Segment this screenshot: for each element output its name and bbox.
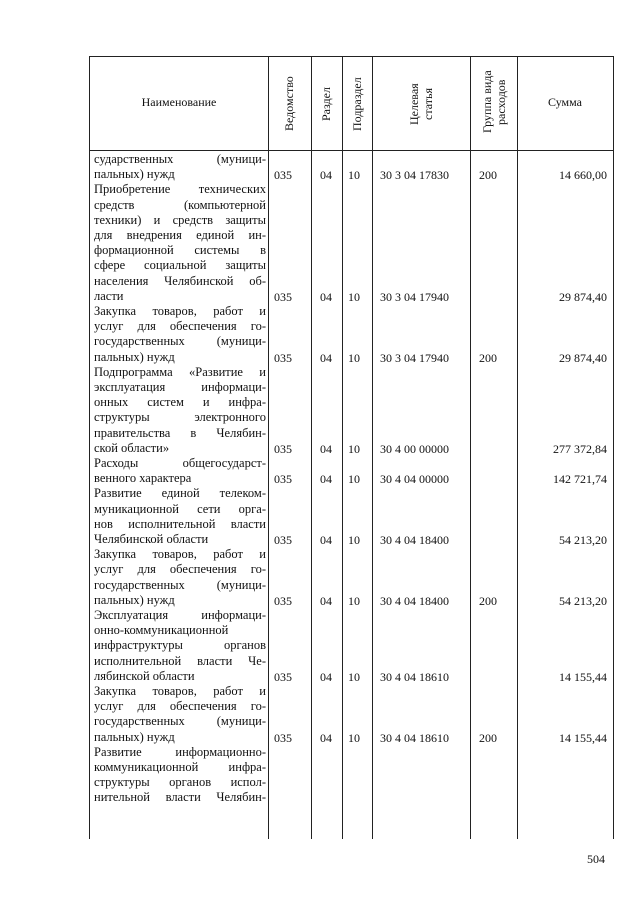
- cell-podrazdel: 10: [348, 289, 360, 304]
- name-line: структуры электронного: [94, 410, 266, 425]
- name-line: Закупка товаров, работ и: [94, 547, 266, 562]
- name-line: формационной системы в: [94, 243, 266, 258]
- name-line: услуг для обеспечения го-: [94, 699, 266, 714]
- name-line: пальных) нужд: [94, 349, 175, 364]
- name-line: Закупка товаров, работ и: [94, 304, 266, 318]
- cell-gruppa-vida: 200: [479, 730, 497, 745]
- header-podrazdel: Подраздел: [350, 77, 364, 131]
- name-line: Приобретение технических: [94, 182, 266, 197]
- name-line: венного характера: [94, 471, 192, 486]
- name-line: исполнительной власти Че-: [94, 653, 266, 668]
- cell-podrazdel: 10: [348, 441, 360, 456]
- cell-tselevaya-statya: 30 4 04 18400: [380, 533, 449, 547]
- header-vedomstvo: Ведомство: [282, 76, 296, 132]
- name-line: эксплуатация информаци-: [94, 380, 266, 394]
- name-line: услуг для обеспечения го-: [94, 319, 266, 334]
- name-line: лябинской области: [94, 668, 195, 683]
- header-divider: [90, 150, 613, 151]
- name-line: для внедрения единой ин-: [94, 228, 266, 242]
- name-line: государственных (муници-: [94, 714, 266, 729]
- cell-tselevaya-statya: 30 3 04 17940: [380, 350, 449, 365]
- name-line: нов исполнительной власти: [94, 516, 266, 531]
- header-tselevaya-line2: статья: [421, 88, 435, 120]
- name-line: онно-коммуникационной: [94, 623, 229, 638]
- cell-gruppa-vida: 200: [479, 593, 497, 608]
- cell-podrazdel: 10: [348, 593, 360, 608]
- cell-podrazdel: 10: [348, 730, 360, 745]
- cell-tselevaya-statya: 30 4 04 18610: [380, 730, 449, 745]
- cell-tselevaya-statya: 30 4 00 00000: [380, 441, 449, 456]
- cell-vedomstvo: 035: [274, 472, 292, 487]
- cell-tselevaya-statya: 30 4 04 18610: [380, 669, 449, 684]
- cell-razdel: 04: [320, 669, 332, 684]
- cell-summa: 14 155,44: [559, 669, 607, 684]
- name-line: Подпрограмма «Развитие и: [94, 364, 266, 379]
- name-line: пальных) нужд: [94, 592, 175, 607]
- page-number: 504: [587, 852, 605, 866]
- name-line: ласти: [94, 288, 124, 303]
- budget-table: [89, 56, 614, 839]
- name-line: пальных) нужд: [94, 729, 175, 744]
- header-name: Наименование: [141, 95, 217, 109]
- name-line: сфере социальной защиты: [94, 258, 266, 273]
- name-line: сударственных (муници-: [94, 152, 266, 166]
- cell-razdel: 04: [320, 730, 332, 745]
- name-line: Развитие единой телеком-: [94, 486, 266, 501]
- name-line: Эксплуатация информаци-: [94, 608, 266, 622]
- header-razdel: Раздел: [319, 87, 333, 121]
- name-line: структуры органов испол-: [94, 775, 266, 790]
- cell-summa: 14 660,00: [559, 168, 607, 183]
- column-divider: [268, 57, 269, 839]
- cell-razdel: 04: [320, 168, 332, 183]
- name-line: государственных (муници-: [94, 577, 266, 592]
- cell-razdel: 04: [320, 350, 332, 365]
- name-line: средств (компьютерной: [94, 197, 266, 212]
- cell-vedomstvo: 035: [274, 730, 292, 745]
- name-line: услуг для обеспечения го-: [94, 562, 266, 577]
- cell-vedomstvo: 035: [274, 350, 292, 365]
- name-line: населения Челябинской об-: [94, 273, 266, 288]
- cell-summa: 54 213,20: [559, 533, 607, 547]
- name-line: ской области»: [94, 440, 170, 455]
- cell-summa: 142 721,74: [553, 472, 607, 487]
- header-gruppa-line2: расходов: [494, 79, 508, 125]
- cell-razdel: 04: [320, 289, 332, 304]
- cell-razdel: 04: [320, 441, 332, 456]
- name-line: техники) и средств защиты: [94, 212, 266, 227]
- cell-vedomstvo: 035: [274, 168, 292, 183]
- cell-gruppa-vida: 200: [479, 350, 497, 365]
- cell-podrazdel: 10: [348, 168, 360, 183]
- cell-razdel: 04: [320, 472, 332, 487]
- cell-vedomstvo: 035: [274, 593, 292, 608]
- column-divider: [470, 57, 471, 839]
- cell-podrazdel: 10: [348, 669, 360, 684]
- name-line: Расходы общегосударст-: [94, 456, 266, 470]
- name-line: государственных (муници-: [94, 334, 266, 349]
- name-line: пальных) нужд: [94, 167, 175, 182]
- cell-summa: 29 874,40: [559, 289, 607, 304]
- column-divider: [342, 57, 343, 839]
- name-line: инфраструктуры органов: [94, 638, 266, 653]
- cell-summa: 29 874,40: [559, 350, 607, 365]
- name-line: коммуникационной инфра-: [94, 760, 266, 774]
- cell-vedomstvo: 035: [274, 289, 292, 304]
- column-divider: [372, 57, 373, 839]
- cell-tselevaya-statya: 30 4 04 18400: [380, 593, 449, 608]
- cell-vedomstvo: 035: [274, 533, 292, 547]
- header-summa: Сумма: [548, 95, 582, 109]
- cell-podrazdel: 10: [348, 350, 360, 365]
- column-divider: [311, 57, 312, 839]
- name-line: нительной власти Челябин-: [94, 790, 266, 805]
- cell-summa: 14 155,44: [559, 730, 607, 745]
- name-line: муникационной сети орга-: [94, 501, 266, 516]
- cell-gruppa-vida: 200: [479, 168, 497, 183]
- name-line: Челябинской области: [94, 532, 209, 546]
- cell-tselevaya-statya: 30 3 04 17830: [380, 168, 449, 183]
- cell-vedomstvo: 035: [274, 669, 292, 684]
- name-line: Закупка товаров, работ и: [94, 684, 266, 698]
- cell-razdel: 04: [320, 593, 332, 608]
- header-tselevaya-line1: Целевая: [407, 83, 421, 125]
- name-line: Развитие информационно-: [94, 744, 266, 759]
- cell-summa: 277 372,84: [553, 441, 607, 456]
- cell-podrazdel: 10: [348, 533, 360, 547]
- cell-vedomstvo: 035: [274, 441, 292, 456]
- cell-podrazdel: 10: [348, 472, 360, 487]
- header-gruppa-line1: Группа вида: [480, 70, 494, 134]
- cell-tselevaya-statya: 30 3 04 17940: [380, 289, 449, 304]
- cell-razdel: 04: [320, 533, 332, 547]
- cell-tselevaya-statya: 30 4 04 00000: [380, 472, 449, 487]
- name-line: онных систем и инфра-: [94, 395, 266, 410]
- cell-summa: 54 213,20: [559, 593, 607, 608]
- name-line: правительства в Челябин-: [94, 425, 266, 440]
